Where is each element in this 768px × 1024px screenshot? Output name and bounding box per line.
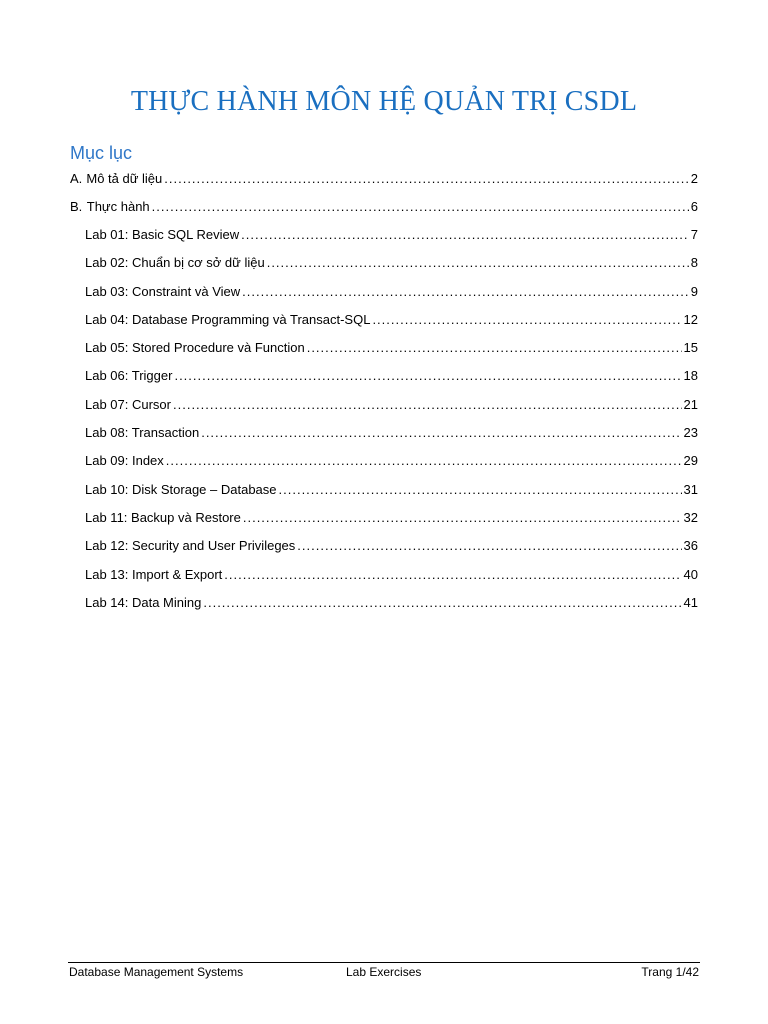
toc-entry-page: 29 — [683, 453, 698, 468]
toc-entry[interactable] — [85, 284, 698, 300]
toc-entry-label: Lab 10: Disk Storage – Database — [85, 482, 277, 497]
toc-leader — [203, 595, 681, 611]
toc-entry-label: Lab 09: Index — [85, 453, 164, 468]
toc-entry-page: 6 — [690, 199, 698, 214]
toc-entry[interactable] — [85, 425, 698, 441]
toc-entry[interactable] — [85, 368, 698, 384]
footer-divider — [68, 962, 700, 963]
toc-leader — [372, 312, 681, 328]
toc-entry-label: Lab 07: Cursor — [85, 397, 171, 412]
toc-leader — [267, 255, 689, 271]
toc-entry-page: 32 — [683, 510, 698, 525]
toc-entry[interactable] — [85, 312, 698, 328]
footer-course-name: Database Management Systems — [69, 965, 244, 979]
toc-entry-page: 2 — [690, 171, 698, 186]
toc-entry-label: Lab 04: Database Programming và Transact-SQL — [85, 312, 371, 327]
toc-entry-label: Lab 01: Basic SQL Review — [85, 227, 240, 242]
footer-section-name: Lab Exercises — [346, 965, 422, 979]
toc-entry-page: 21 — [683, 397, 698, 412]
toc-entry-page: 36 — [683, 538, 698, 553]
toc-heading: Mục lục — [70, 143, 133, 163]
toc-entry[interactable] — [85, 595, 698, 611]
toc-leader — [201, 425, 681, 441]
toc-entry-label: Lab 02: Chuẩn bị cơ sở dữ liệu — [85, 255, 265, 270]
toc-entry-label: Lab 12: Security and User Privileges — [85, 538, 296, 553]
toc-entry-page: 23 — [683, 425, 698, 440]
toc-entry-page: 18 — [683, 368, 698, 383]
toc-entry-page: 41 — [683, 595, 698, 610]
toc-entry-label: Lab 14: Data Mining — [85, 595, 202, 610]
toc-entry[interactable] — [85, 255, 698, 271]
toc-leader — [297, 538, 681, 554]
toc-leader — [242, 284, 689, 300]
toc-entry[interactable] — [85, 397, 698, 413]
toc-entry-page: 40 — [683, 567, 698, 582]
toc-entry-label: Lab 03: Constraint và View — [85, 284, 241, 299]
toc-leader — [279, 482, 682, 498]
toc-entry[interactable] — [85, 227, 698, 243]
toc-entry[interactable] — [85, 340, 698, 356]
toc-entry-page: 12 — [683, 312, 698, 327]
document-title: THỰC HÀNH MÔN HỆ QUẢN TRỊ CSDL — [130, 86, 638, 117]
toc-entry-page: 8 — [690, 255, 698, 270]
toc-entry-page: 7 — [690, 227, 698, 242]
toc-leader — [164, 171, 689, 187]
toc-entry-label: Lab 13: Import & Export — [85, 567, 223, 582]
toc-leader — [307, 340, 682, 356]
footer-page-number: Trang 1/42 — [641, 965, 699, 979]
toc-leader — [241, 227, 689, 243]
toc-entry[interactable] — [70, 199, 698, 215]
toc-leader — [173, 397, 682, 413]
toc-entry[interactable] — [85, 567, 698, 583]
toc-entry-label: Mô tả dữ liệu — [86, 171, 163, 186]
toc-entry[interactable] — [85, 482, 698, 498]
toc-entry-label: Lab 11: Backup và Restore — [85, 510, 241, 525]
toc-leader — [174, 368, 681, 384]
toc-entry[interactable] — [85, 453, 698, 469]
toc-leader — [243, 510, 682, 526]
toc-entry-label: Lab 05: Stored Procedure và Function — [85, 340, 305, 355]
toc-entry-marker: A. — [70, 171, 83, 186]
toc-leader — [224, 567, 681, 583]
toc-entry[interactable] — [85, 538, 698, 554]
toc-entry[interactable] — [70, 171, 698, 187]
toc-entry-page: 9 — [690, 284, 698, 299]
toc-entry-page: 31 — [683, 482, 698, 497]
toc-leader — [166, 453, 682, 469]
toc-entry-marker: B. — [70, 199, 83, 214]
toc-entry-label: Thực hành — [86, 199, 150, 214]
toc-entry[interactable] — [85, 510, 698, 526]
toc-entry-page: 15 — [683, 340, 698, 355]
toc-entry-label: Lab 08: Transaction — [85, 425, 200, 440]
toc-entry-label: Lab 06: Trigger — [85, 368, 173, 383]
toc-leader — [152, 199, 689, 215]
